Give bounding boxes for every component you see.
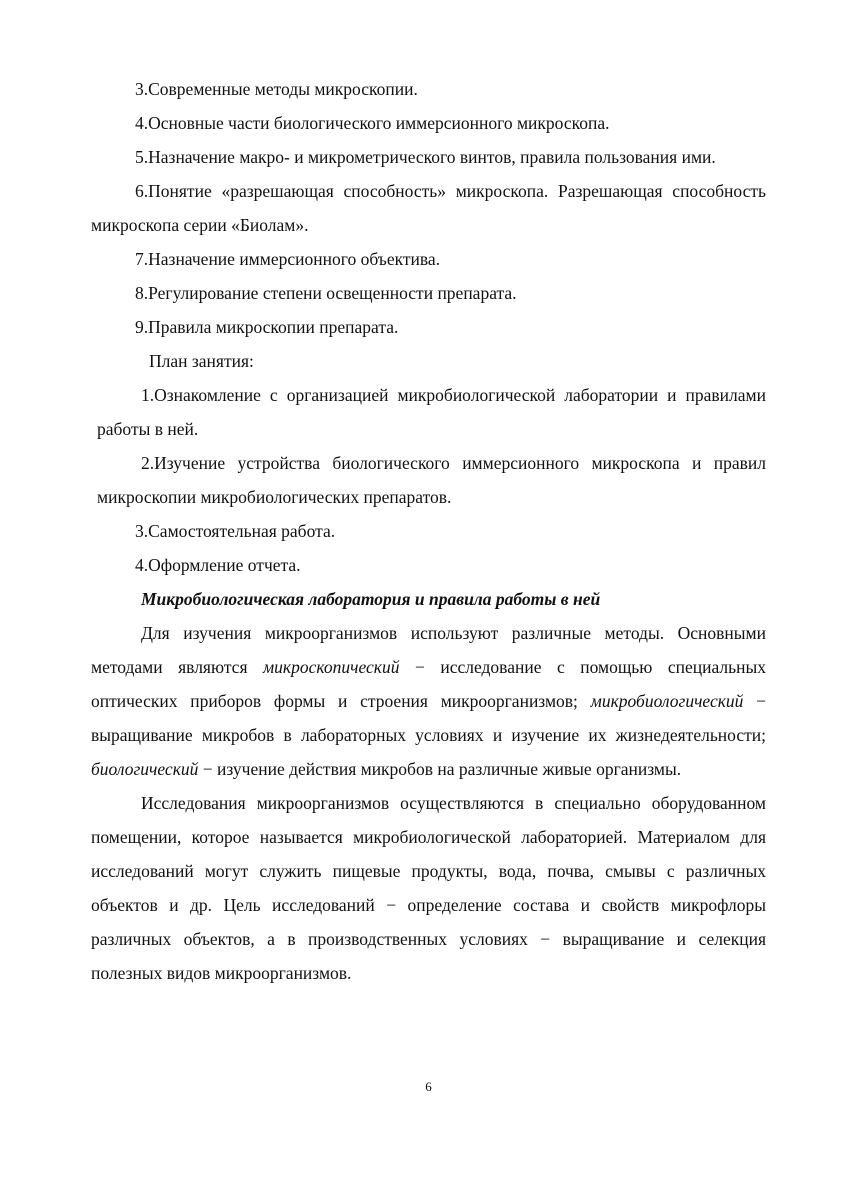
plan-number: 2. — [141, 453, 155, 473]
question-item-7 — [91, 242, 766, 276]
question-text: Назначение макро- и микрометрического винтов, правила пользования ими. — [148, 147, 716, 167]
question-item-6 — [91, 174, 766, 242]
question-item-8 — [91, 276, 766, 310]
plan-text: Самостоятельная работа. — [148, 521, 336, 541]
term-microscopic: микроскопический — [263, 657, 400, 677]
question-number: 7. — [135, 249, 149, 269]
page-number: 6 — [425, 1079, 432, 1094]
plan-number: 1. — [141, 385, 155, 405]
section-heading: Микробиологическая лаборатория и правила работы в ней — [141, 589, 601, 609]
plan-title: План занятия: — [149, 351, 254, 371]
paragraph-text: Для изучения микроорганизмов используют различные методы. Основными методами являются — [91, 623, 766, 677]
term-microbiological: микробиологический — [590, 691, 744, 711]
plan-item-1 — [91, 378, 766, 446]
question-text: Основные части биологического иммерсионного микроскопа. — [148, 113, 610, 133]
plan-text: Оформление отчета. — [148, 555, 301, 575]
paragraph-laboratory: Исследования микроорганизмов осуществляются в специально оборудованном помещении, которое называется микробиологической лабораторией. Материалом для исследований могут служить пищевые продукты, вода, почва, смывы с различных объектов и др. Цель исследований − определение состава и свойств микрофлоры различных объектов, а в производственных условиях − выращивание и селекция полезных видов микроорганизмов. — [91, 793, 766, 983]
question-text: Современные методы микроскопии. — [148, 79, 418, 99]
question-text: Регулирование степени освещенности препарата. — [148, 283, 517, 303]
term-biological: биологический — [91, 759, 199, 779]
question-item-5 — [91, 140, 766, 174]
question-number: 4. — [135, 113, 149, 133]
plan-item-4 — [91, 548, 766, 582]
question-item-9 — [91, 310, 766, 344]
question-number: 5. — [135, 147, 149, 167]
plan-item-2 — [91, 446, 766, 514]
plan-item-3 — [91, 514, 766, 548]
paragraph-text: − изучение действия микробов на различные живые организмы. — [198, 759, 682, 779]
plan-text: Изучение устройства биологического иммерсионного микроскопа и правил микроскопии микробиологических препаратов. — [97, 453, 766, 507]
question-item-3 — [91, 72, 766, 106]
question-item-4 — [91, 106, 766, 140]
plan-number: 4. — [135, 555, 149, 575]
paragraph-text: − исследование с помощью специальных оптических приборов формы и строения микроорганизмов; — [91, 657, 766, 711]
paragraph-methods — [91, 616, 766, 786]
paragraph-text: − выращивание микробов в лабораторных условиях и изучение их жизнедеятельности; — [91, 691, 766, 745]
question-number: 9. — [135, 317, 149, 337]
plan-number: 3. — [135, 521, 149, 541]
question-number: 6. — [135, 181, 149, 201]
plan-text: Ознакомление с организацией микробиологической лаборатории и правилами работы в ней. — [97, 385, 766, 439]
question-text: Понятие «разрешающая способность» микроскопа. Разрешающая способность микроскопа серии «Биолам». — [91, 181, 766, 235]
question-number: 8. — [135, 283, 149, 303]
question-text: Правила микроскопии препарата. — [148, 317, 399, 337]
question-number: 3. — [135, 79, 149, 99]
question-text: Назначение иммерсионного объектива. — [148, 249, 441, 269]
